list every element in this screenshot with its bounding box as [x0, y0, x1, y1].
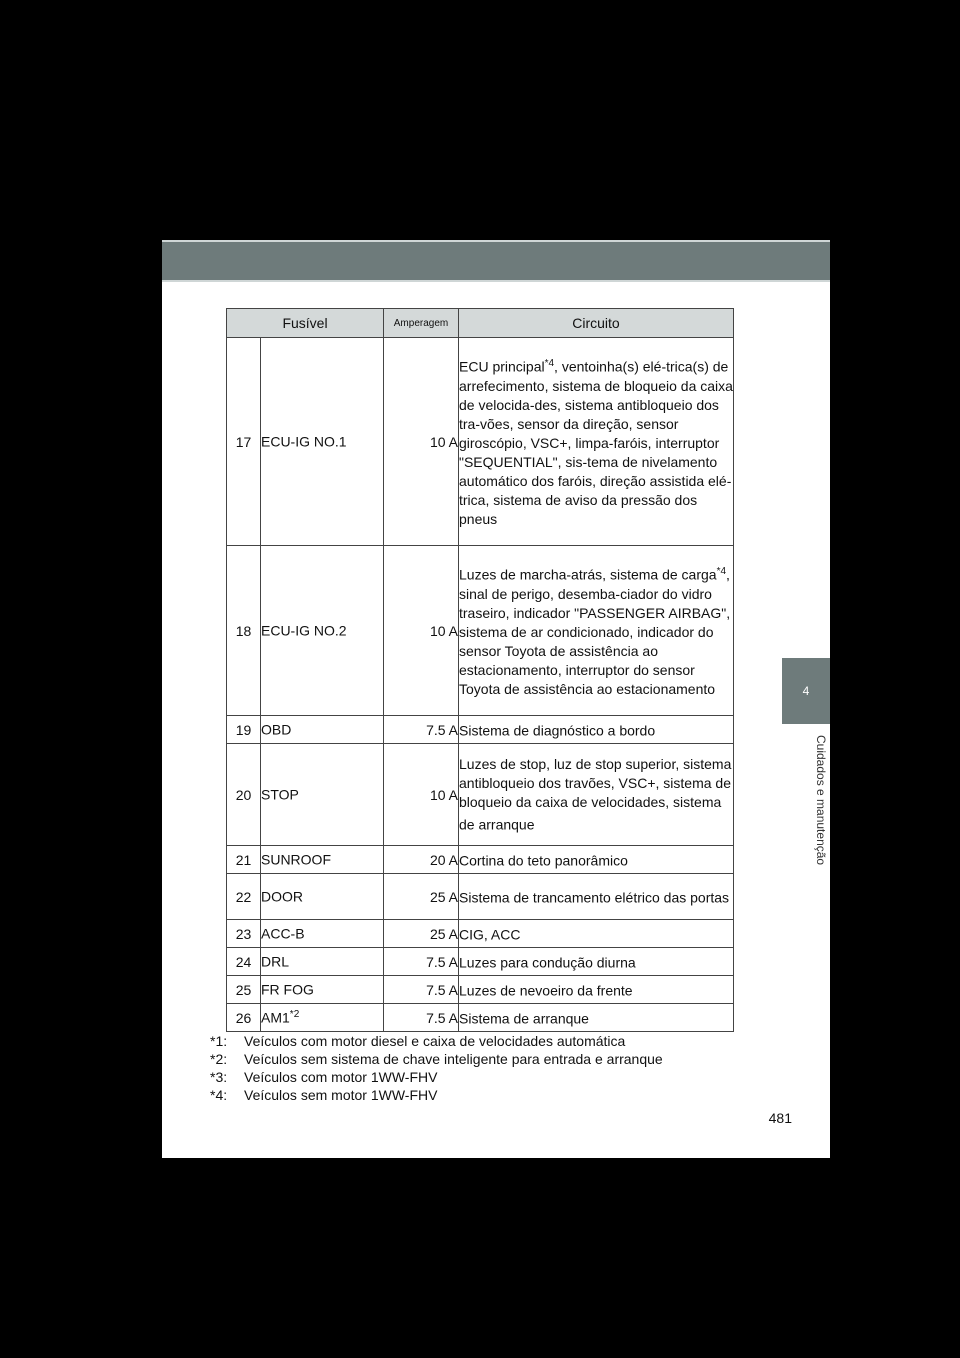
table-header-row — [227, 309, 734, 338]
fuse-number: 19 — [227, 716, 261, 744]
fuse-amperage: 7.5 A — [384, 1004, 459, 1032]
table-row — [227, 546, 734, 716]
table-row — [227, 874, 734, 920]
fuse-number: 23 — [227, 920, 261, 948]
fuse-amperage: 25 A — [384, 920, 459, 948]
fuse-number: 22 — [227, 874, 261, 920]
fuse-name: SUNROOF — [261, 846, 384, 874]
table-row — [227, 920, 734, 948]
fuse-name: STOP — [261, 744, 384, 846]
section-label: Cuidados e manutenção — [814, 735, 828, 866]
footnote — [210, 1068, 770, 1086]
table-row — [227, 716, 734, 744]
header-circuit: Circuito — [459, 309, 734, 338]
page-number: 481 — [768, 1110, 792, 1126]
fuse-name: DOOR — [261, 874, 384, 920]
header-fuse: Fusível — [227, 309, 384, 338]
fuse-number: 26 — [227, 1004, 261, 1032]
fuse-circuit: Luzes para condução diurna — [459, 948, 734, 976]
footnote-mark: *1: — [210, 1033, 228, 1049]
footnotes — [210, 1032, 770, 1104]
fuse-number: 25 — [227, 976, 261, 1004]
fuse-circuit: Sistema de trancamento elétrico das portas — [459, 874, 734, 920]
fuse-amperage: 10 A — [384, 744, 459, 846]
fuse-amperage: 10 A — [384, 546, 459, 716]
footnote-mark: *4: — [210, 1087, 228, 1103]
header-amperage: Amperagem — [384, 309, 459, 338]
table-row — [227, 1004, 734, 1032]
fuse-number: 24 — [227, 948, 261, 976]
fuse-amperage: 7.5 A — [384, 716, 459, 744]
fuse-name: ACC-B — [261, 920, 384, 948]
fuse-amperage: 25 A — [384, 874, 459, 920]
fuse-amperage: 7.5 A — [384, 976, 459, 1004]
footnote — [210, 1032, 770, 1050]
fuse-table — [226, 308, 734, 1032]
footnote-text: Veículos com motor 1WW-FHV — [244, 1069, 438, 1085]
fuse-name: ECU-IG NO.1 — [261, 338, 384, 546]
table-row — [227, 744, 734, 846]
fuse-circuit: CIG, ACC — [459, 920, 734, 948]
fuse-number: 17 — [227, 338, 261, 546]
footnote-text: Veículos sem motor 1WW-FHV — [244, 1087, 438, 1103]
footnote-text: Veículos com motor diesel e caixa de velocidades automática — [244, 1033, 626, 1049]
fuse-number: 21 — [227, 846, 261, 874]
fuse-name: DRL — [261, 948, 384, 976]
fuse-circuit: Luzes de nevoeiro da frente — [459, 976, 734, 1004]
footnote — [210, 1050, 770, 1068]
header-bar — [162, 240, 830, 282]
manual-page — [162, 240, 830, 1158]
fuse-name: OBD — [261, 716, 384, 744]
fuse-number: 20 — [227, 744, 261, 846]
fuse-name: FR FOG — [261, 976, 384, 1004]
fuse-number: 18 — [227, 546, 261, 716]
table-row — [227, 948, 734, 976]
footnote-mark: *2: — [210, 1051, 228, 1067]
footnote — [210, 1086, 770, 1104]
fuse-circuit: Sistema de arranque — [459, 1004, 734, 1032]
fuse-circuit: Cortina do teto panorâmico — [459, 846, 734, 874]
fuse-amperage: 10 A — [384, 338, 459, 546]
fuse-name: AM1$^{*2}$ — [261, 1004, 384, 1032]
table-row — [227, 338, 734, 546]
table-row — [227, 846, 734, 874]
fuse-amperage: 20 A — [384, 846, 459, 874]
fuse-name: ECU-IG NO.2 — [261, 546, 384, 716]
fuse-amperage: 7.5 A — [384, 948, 459, 976]
fuse-circuit: ECU principal$^{*4}$, ventoinha(s) elé-trica(s) de arrefecimento, sistema de bloqueio da caixa de velocida-des, sistema antibloqueio dos tra-vões, sensor da direção, sensor giroscópio, VSC+, limpa-faróis, interruptor "SEQUENTIAL", sis-tema de nivelamento automático dos faróis, direção assistida elé-trica, sistema de aviso da pressão dos pneus — [459, 338, 734, 546]
fuse-circuit: Luzes de stop, luz de stop superior, sistema antibloqueio dos travões, VSC+, sistema de bloqueio da caixa de velocidades, sistema de arranque — [459, 744, 734, 846]
fuse-circuit: Luzes de marcha-atrás, sistema de carga$^{*4}$, sinal de perigo, desemba-ciador do vidro traseiro, indicador "PASSENGER AIRBAG", sistema de ar condicionado, indicador do sensor Toyota de assistência ao estacionamento, interruptor do sensor Toyota de assistência ao estacionamento — [459, 546, 734, 716]
table-row — [227, 976, 734, 1004]
fuse-circuit: Sistema de diagnóstico a bordo — [459, 716, 734, 744]
footnote-text: Veículos sem sistema de chave inteligente para entrada e arranque — [244, 1051, 663, 1067]
footnote-mark: *3: — [210, 1069, 228, 1085]
section-tab[interactable]: 4 — [782, 658, 830, 724]
